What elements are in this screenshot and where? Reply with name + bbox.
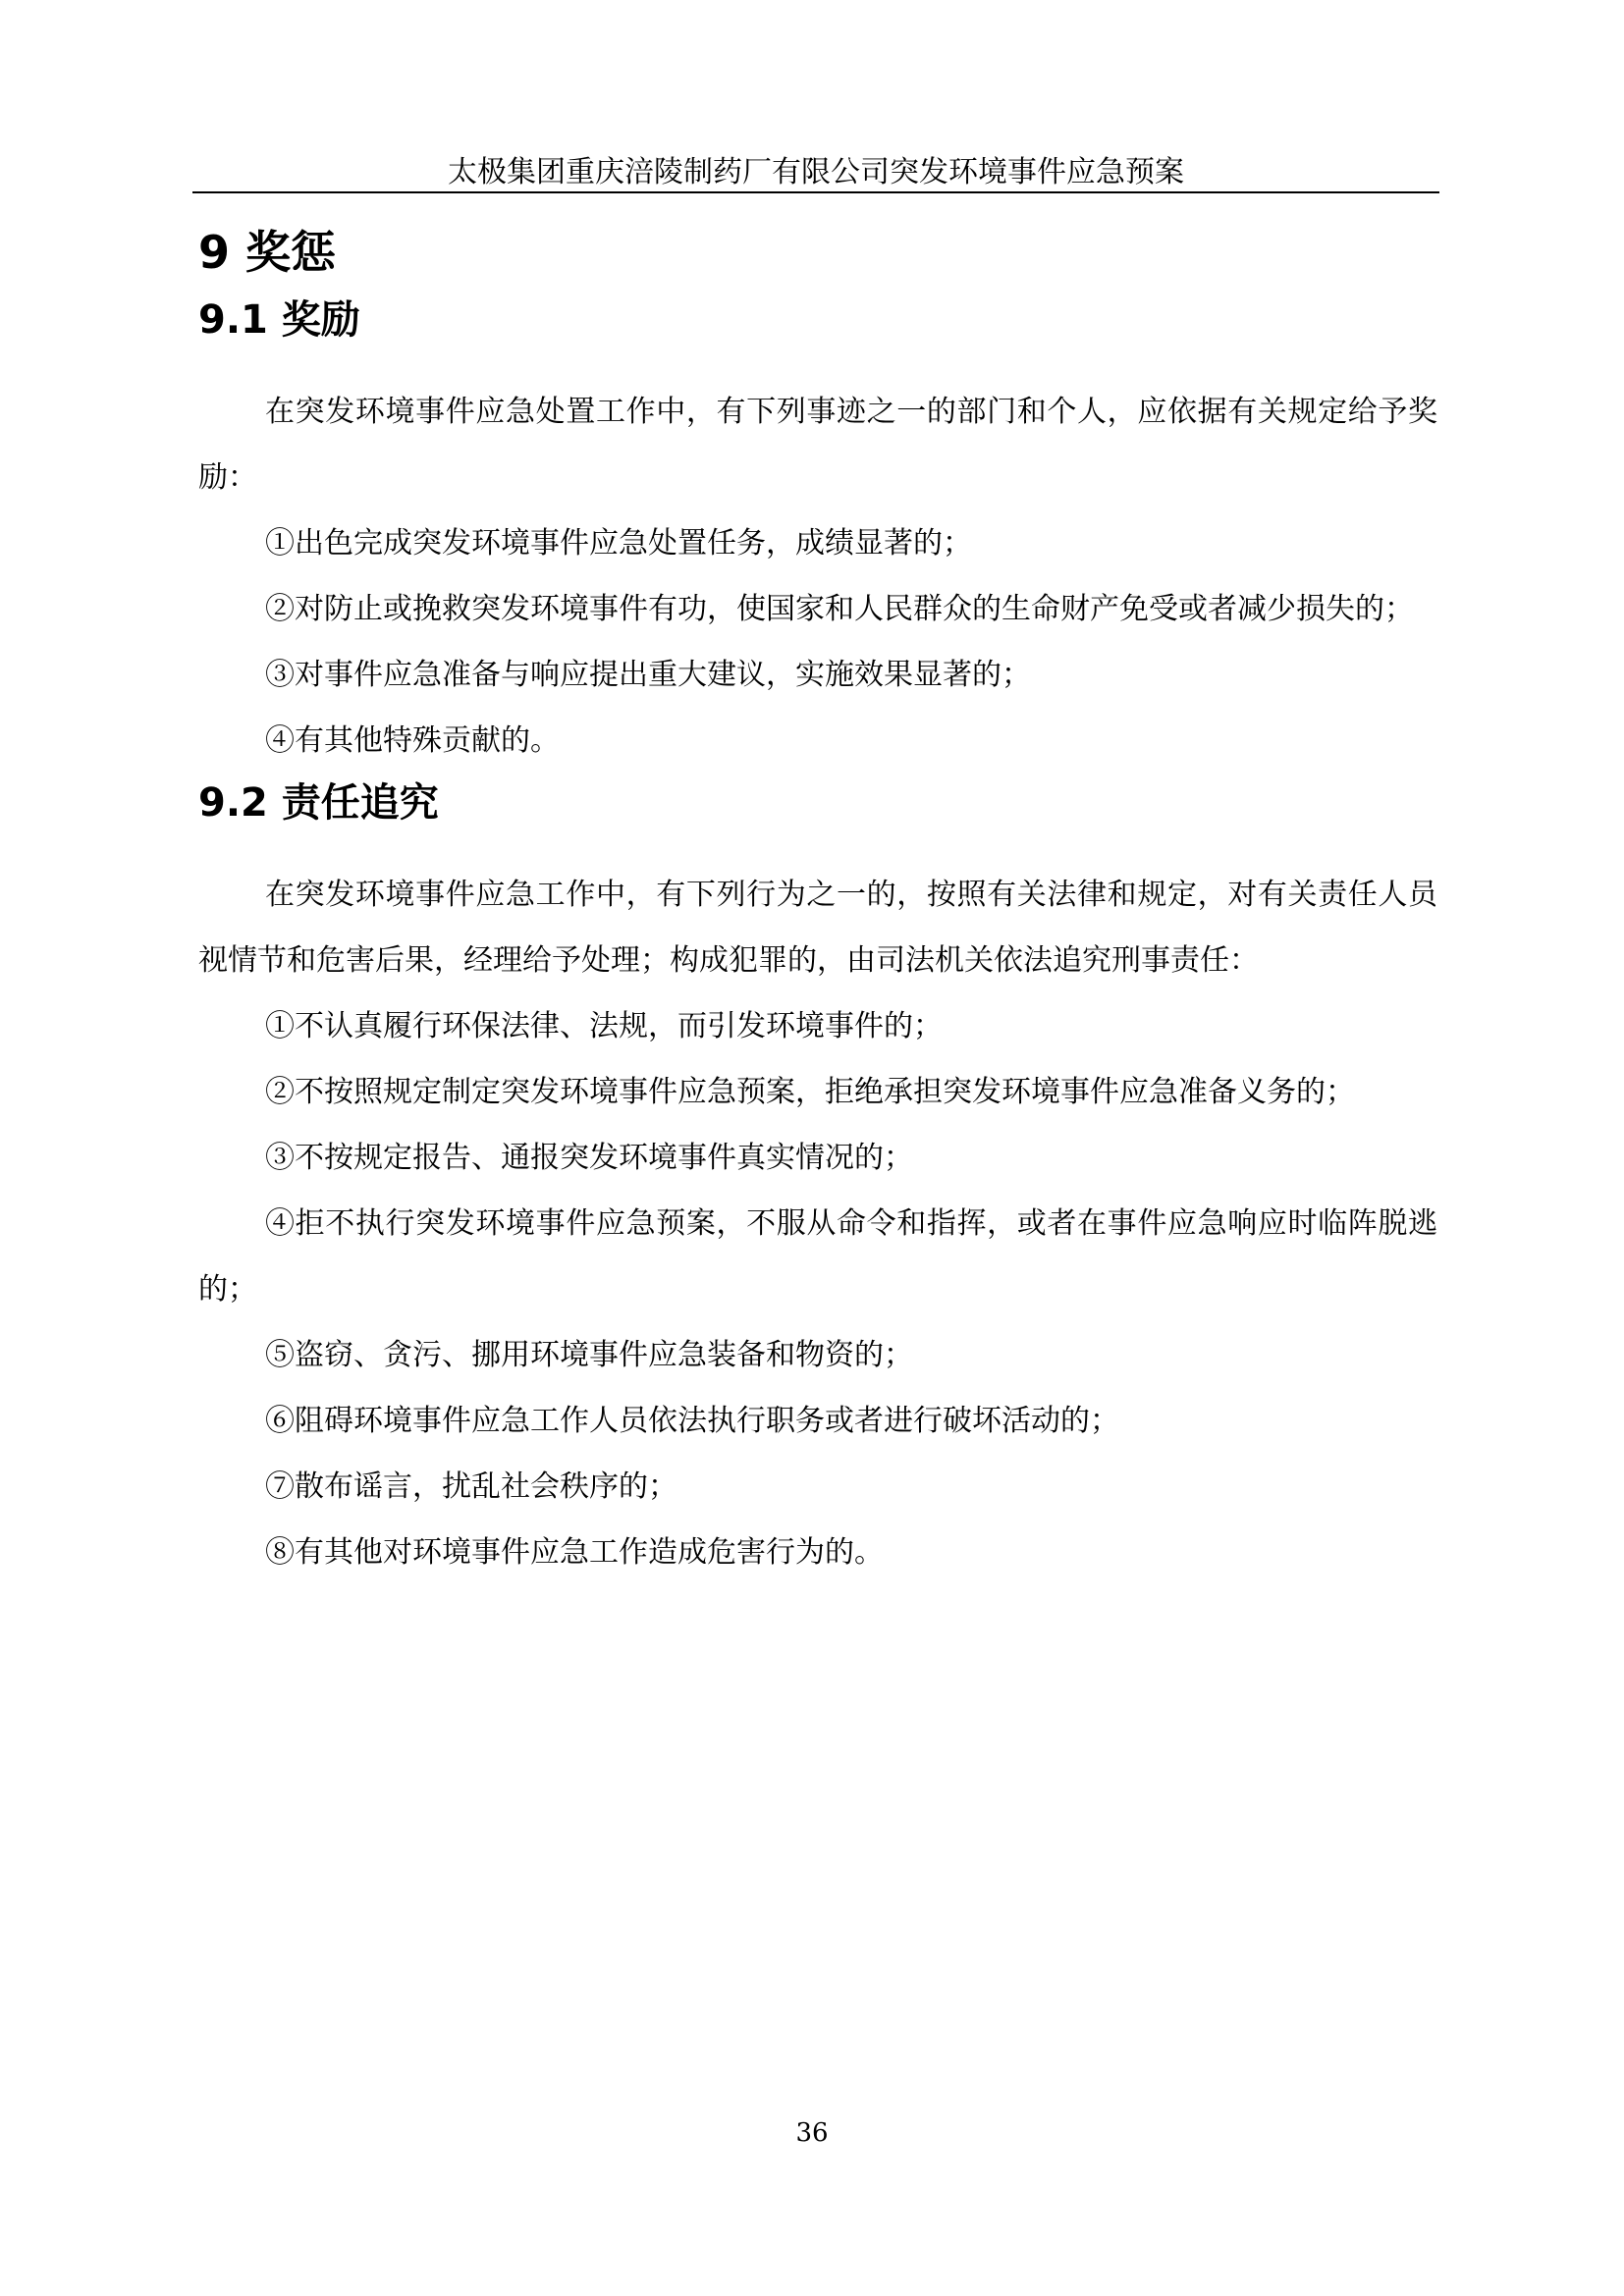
- section-title: 9.2 责任追究: [198, 780, 439, 826]
- section-accountability: [198, 774, 1437, 1585]
- section-rewards: [198, 291, 1437, 774]
- list-item: ⑥阻碍环境事件应急工作人员依法执行职务或者进行破坏活动的；: [265, 1404, 1119, 1438]
- running-header: 太极集团重庆涪陵制药厂有限公司突发环境事件应急预案: [448, 155, 1184, 189]
- list-item: ④有其他特殊贡献的。: [265, 723, 560, 758]
- list-item: ①出色完成突发环境事件应急处置任务，成绩显著的；: [265, 526, 972, 561]
- section-title: 9.1 奖励: [198, 297, 360, 343]
- page-content: [198, 206, 1437, 1585]
- paragraph: 在突发环境事件应急处置工作中，有下列事迹之一的部门和个人，应依据有关规定给予奖励：: [198, 395, 1437, 495]
- list-item: ③不按规定报告、通报突发环境事件真实情况的；: [265, 1141, 913, 1175]
- paragraph-group: [198, 379, 1437, 774]
- paragraph-group: [198, 862, 1437, 1585]
- list-item: ⑦散布谣言，扰乱社会秩序的；: [265, 1469, 677, 1504]
- paragraph: 在突发环境事件应急工作中，有下列行为之一的，按照有关法律和规定，对有关责任人员视情节和危害后果，经理给予处理；构成犯罪的，由司法机关依法追究刑事责任：: [198, 878, 1437, 978]
- list-item: ①不认真履行环保法律、法规，而引发环境事件的；: [265, 1009, 943, 1043]
- chapter-title: 9 奖惩: [198, 226, 337, 279]
- header-divider: [192, 191, 1439, 193]
- list-item: ④拒不执行突发环境事件应急预案，不服从命令和指挥，或者在事件应急响应时临阵脱逃的；: [198, 1206, 1437, 1307]
- list-item: ⑤盗窃、贪污、挪用环境事件应急装备和物资的；: [265, 1338, 913, 1372]
- list-item: ⑧有其他对环境事件应急工作造成危害行为的。: [265, 1535, 884, 1570]
- list-item: ③对事件应急准备与响应提出重大建议，实施效果显著的；: [265, 658, 1031, 692]
- list-item: ②对防止或挽救突发环境事件有功，使国家和人民群众的生命财产免受或者减少损失的；: [265, 592, 1414, 626]
- list-item: ②不按照规定制定突发环境事件应急预案，拒绝承担突发环境事件应急准备义务的；: [265, 1075, 1355, 1109]
- page-number: 36: [795, 2118, 829, 2148]
